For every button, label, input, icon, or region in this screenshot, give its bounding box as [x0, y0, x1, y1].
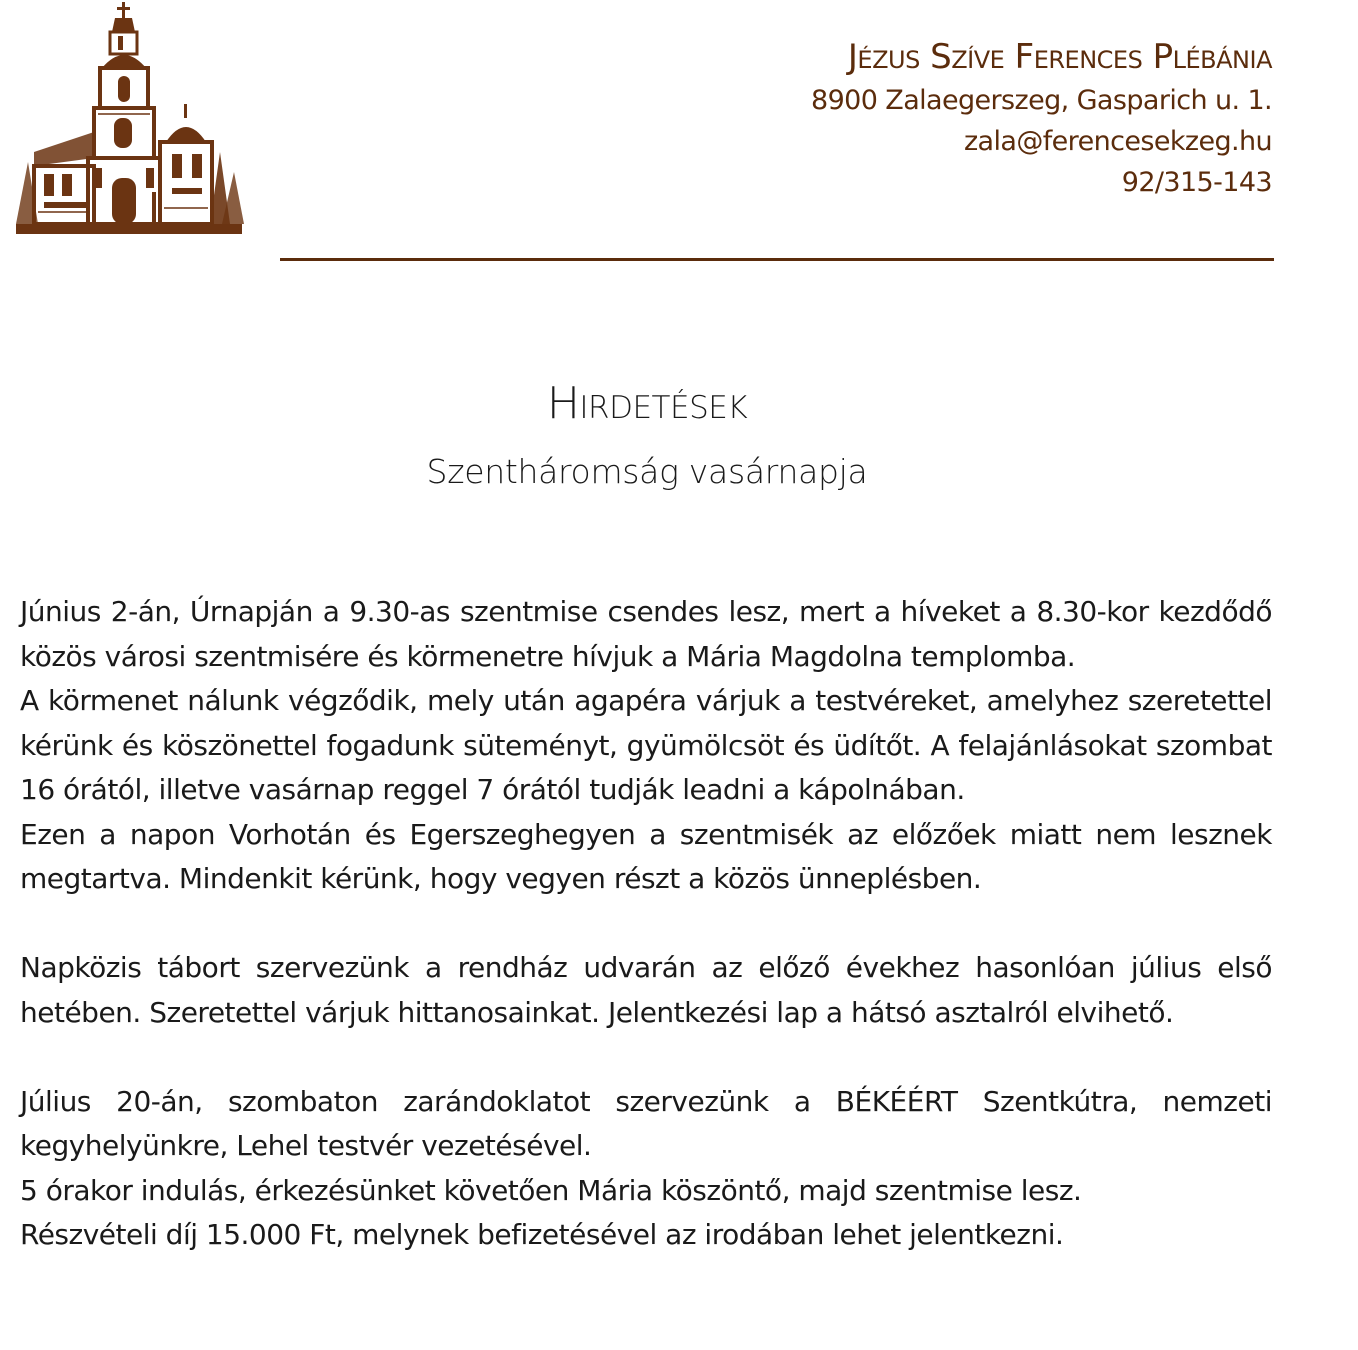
church-logo	[14, 2, 244, 238]
parish-header	[811, 34, 1272, 203]
parish-name: Jézus Szíve Ferences Plébánia	[847, 37, 1272, 77]
parish-phone: 92/315-143	[1121, 167, 1272, 198]
announcement-paragraph: Június 2-án, Úrnapján a 9.30-as szentmise csendes lesz, mert a híveket a 8.30-kor kezdődő közös városi szentmisére és körmenetre hívjuk a Mária Magdolna templomba.	[20, 595, 1272, 673]
page-subtitle: Szentháromság vasárnapja	[426, 452, 868, 491]
page-title: Hirdetések	[546, 378, 748, 429]
announcement-paragraph: Július 20-án, szombaton zarándoklatot szervezünk a BÉKÉÉRT Szentkútra, nemzeti kegyhelyünkre, Lehel testvér vezetésével.	[20, 1084, 1272, 1162]
header-divider	[280, 258, 1274, 261]
announcement-paragraph: Részvételi díj 15.000 Ft, melynek befizetésével az irodában lehet jelentkezni.	[20, 1218, 1064, 1251]
announcement-paragraph: Napközis tábort szervezünk a rendház udvarán az előző évekhez hasonlóan július első hetében. Szeretettel várjuk hittanosainkat. Jelentkezési lap a hátsó asztalról elvihető.	[20, 951, 1272, 1029]
paragraph-spacer	[20, 902, 1272, 947]
parish-address: 8900 Zalaegerszeg, Gasparich u. 1.	[811, 85, 1272, 116]
paragraph-spacer	[20, 1035, 1272, 1080]
church-illustration-icon	[14, 2, 244, 238]
announcements-body	[20, 590, 1272, 1258]
announcement-paragraph: 5 órakor indulás, érkezésünket követően Mária köszöntő, majd szentmise lesz.	[20, 1173, 1082, 1207]
announcement-paragraph: Ezen a napon Vorhotán és Egerszeghegyen a szentmisék az előzőek miatt nem lesznek megtartva. Mindenkit kérünk, hogy vegyen részt a közös ünneplésben.	[20, 817, 1272, 895]
announcement-paragraph: A körmenet nálunk végződik, mely után agapéra várjuk a testvéreket, amelyhez szeretettel kérünk és köszönettel fogadunk süteményt, gyümölcsöt és üdítőt. A felajánlásokat szombat 16 órától, illetve vasárnap reggel 7 órától tudják leadni a kápolnában.	[20, 684, 1272, 806]
parish-email: zala@ferencesekzeg.hu	[963, 126, 1272, 157]
